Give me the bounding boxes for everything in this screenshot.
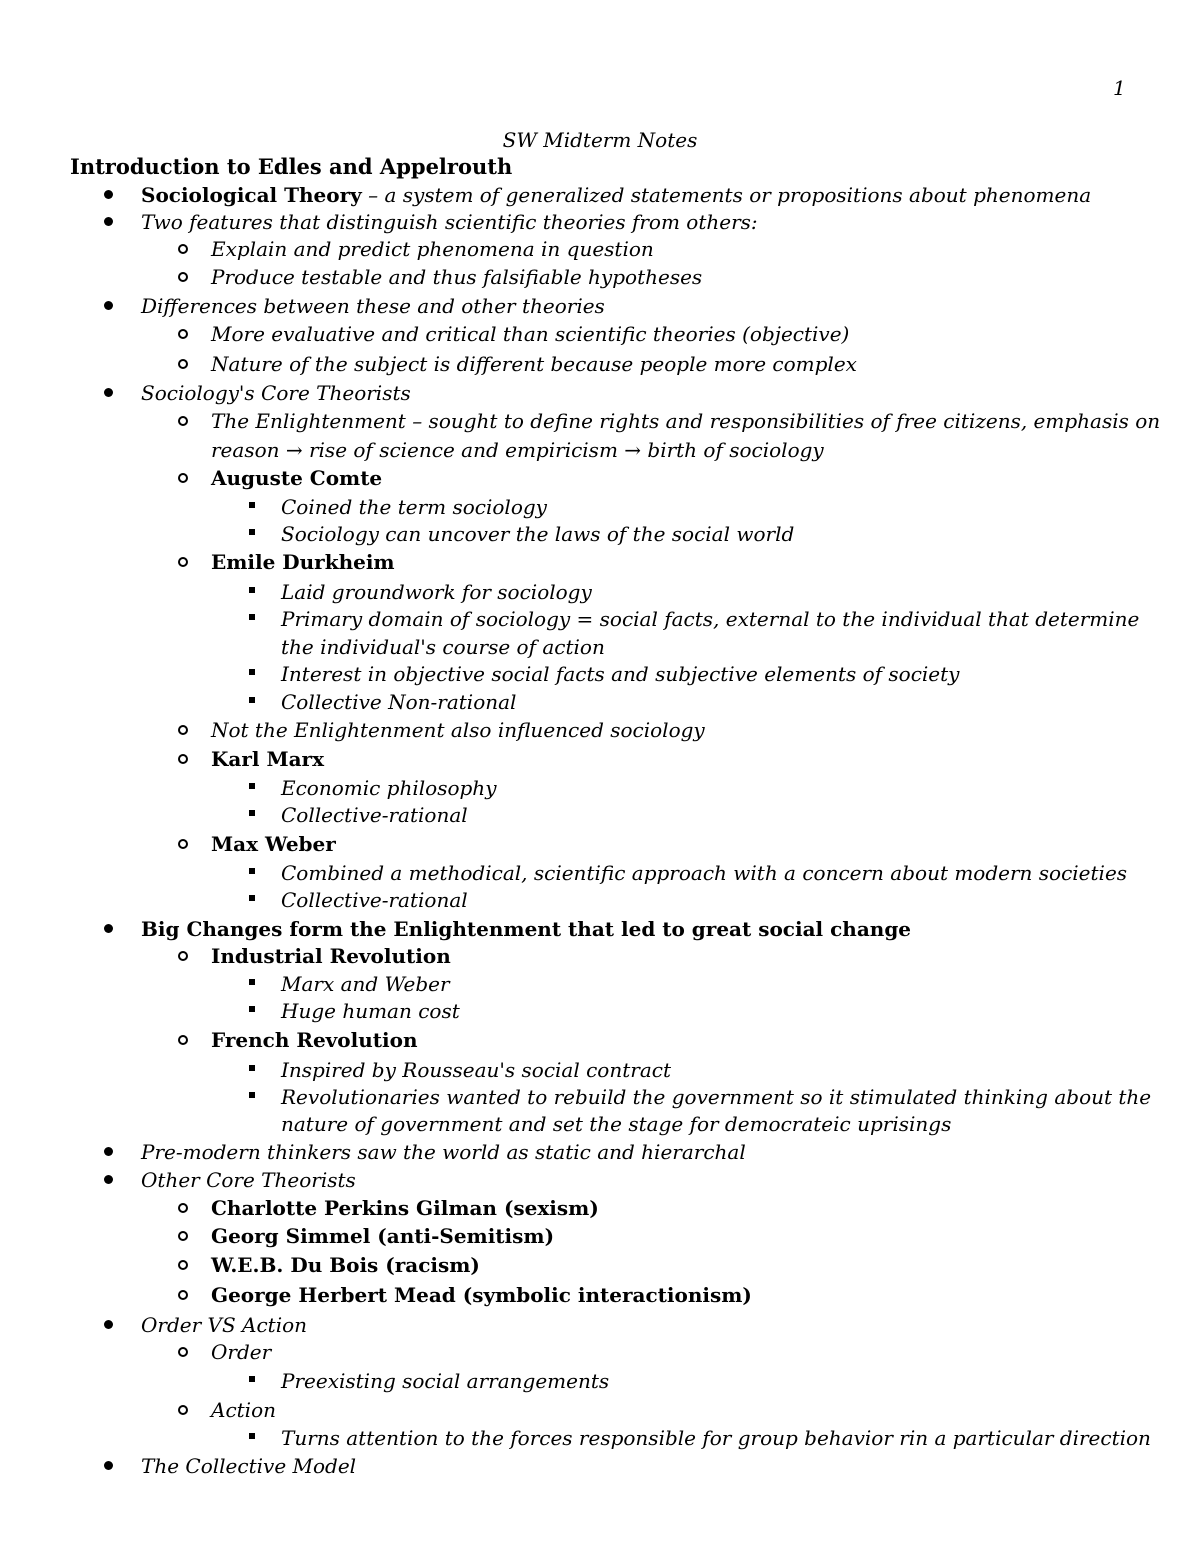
outline-item-level-3: Collective-rational (281, 888, 468, 912)
outline-item-level-2: Not the Enlightenment also influenced sociology (211, 718, 705, 742)
circle-bullet-icon (178, 244, 188, 254)
bullet-icon (104, 301, 113, 310)
bullet-icon (104, 1147, 113, 1156)
outline-item-level-3: Turns attention to the forces responsible for group behavior rin a particular direction (281, 1426, 1151, 1450)
outline-item-level-1: Pre-modern thinkers saw the world as static and hierarchal (141, 1140, 746, 1164)
bullet-icon (104, 190, 113, 199)
outline-item-level-2: French Revolution (211, 1028, 418, 1052)
circle-bullet-icon (178, 1260, 188, 1270)
circle-bullet-icon (178, 416, 188, 426)
circle-bullet-icon (178, 1035, 188, 1045)
outline-item-level-3: Sociology can uncover the laws of the social world (281, 522, 795, 546)
outline-item-level-2: The Enlightenment – sought to define rights and responsibilities of free citizens, emphasis on (211, 409, 1161, 433)
bullet-icon (104, 1320, 113, 1329)
outline-item-level-3: Interest in objective social facts and subjective elements of society (281, 662, 960, 686)
term: Sociological Theory (141, 183, 362, 207)
outline-item-level-2: Order (211, 1340, 272, 1364)
square-bullet-icon (249, 502, 255, 508)
outline-item-level-3: Marx and Weber (281, 972, 450, 996)
outline-item-level-2: Industrial Revolution (211, 944, 451, 968)
outline-item-level-2: Emile Durkheim (211, 550, 395, 574)
outline-item-level-2: Karl Marx (211, 747, 324, 771)
circle-bullet-icon (178, 725, 188, 735)
square-bullet-icon (249, 1376, 255, 1382)
square-bullet-icon (249, 979, 255, 985)
outline-item-level-3: Coined the term sociology (281, 495, 547, 519)
outline-item-level-2: Nature of the subject is different because people more complex (211, 352, 857, 376)
outline-item-level-2: Georg Simmel (anti-Semitism) (211, 1224, 555, 1248)
outline-item-level-1: Other Core Theorists (141, 1168, 356, 1192)
outline-item-level-2: More evaluative and critical than scientific theories (objective) (211, 322, 850, 346)
circle-bullet-icon (178, 1231, 188, 1241)
outline-item-level-1: Order VS Action (141, 1313, 308, 1337)
bullet-icon (104, 1175, 113, 1184)
outline-item-level-2: Action (211, 1398, 276, 1422)
circle-bullet-icon (178, 839, 188, 849)
outline-item-level-3: Laid groundwork for sociology (281, 580, 592, 604)
outline-item-level-2: Auguste Comte (211, 466, 383, 490)
outline-item-level-3: Collective Non-rational (281, 690, 517, 714)
square-bullet-icon (249, 1065, 255, 1071)
outline-continuation-line: the individual's course of action (281, 635, 605, 659)
circle-bullet-icon (178, 557, 188, 567)
outline-item-level-3: Huge human cost (281, 999, 460, 1023)
square-bullet-icon (249, 810, 255, 816)
circle-bullet-icon (178, 329, 188, 339)
circle-bullet-icon (178, 951, 188, 961)
outline-item-level-1: Two features that distinguish scientific theories from others: (141, 210, 758, 234)
outline-item-level-1 (141, 182, 1091, 209)
circle-bullet-icon (178, 1347, 188, 1357)
square-bullet-icon (249, 669, 255, 675)
outline-continuation-line: nature of government and set the stage for democrateic uprisings (281, 1112, 952, 1136)
circle-bullet-icon (178, 359, 188, 369)
outline-item-level-3: Inspired by Rousseau's social contract (281, 1058, 671, 1082)
outline-item-level-1: Big Changes form the Enlightenment that led to great social change (141, 917, 912, 941)
outline-item-level-2: W.E.B. Du Bois (racism) (211, 1253, 480, 1277)
outline-item-level-3: Preexisting social arrangements (281, 1369, 610, 1393)
outline-item-level-1: The Collective Model (141, 1454, 357, 1478)
square-bullet-icon (249, 614, 255, 620)
bullet-icon (104, 388, 113, 397)
definition: – a system of generalized statements or propositions about phenomena (361, 183, 1092, 207)
square-bullet-icon (249, 1433, 255, 1439)
outline-item-level-2: George Herbert Mead (symbolic interactionism) (211, 1283, 752, 1307)
bullet-icon (104, 217, 113, 226)
bullet-icon (104, 924, 113, 933)
square-bullet-icon (249, 868, 255, 874)
circle-bullet-icon (178, 1405, 188, 1415)
square-bullet-icon (249, 895, 255, 901)
circle-bullet-icon (178, 272, 188, 282)
circle-bullet-icon (178, 1290, 188, 1300)
outline-item-level-3: Economic philosophy (281, 776, 497, 800)
circle-bullet-icon (178, 473, 188, 483)
outline-item-level-3: Combined a methodical, scientific approach with a concern about modern societies (281, 861, 1128, 885)
section-heading: Introduction to Edles and Appelrouth (70, 154, 513, 179)
outline-item-level-2: Charlotte Perkins Gilman (sexism) (211, 1196, 599, 1220)
outline-item-level-3: Revolutionaries wanted to rebuild the government so it stimulated thinking about the (281, 1085, 1152, 1109)
document-title: SW Midterm Notes (502, 128, 698, 152)
square-bullet-icon (249, 697, 255, 703)
outline-item-level-2: Explain and predict phenomena in question (211, 237, 654, 261)
page-number: 1 (1113, 76, 1126, 100)
outline-item-level-2: Max Weber (211, 832, 336, 856)
outline-item-level-3: Collective-rational (281, 803, 468, 827)
circle-bullet-icon (178, 1203, 188, 1213)
square-bullet-icon (249, 529, 255, 535)
circle-bullet-icon (178, 754, 188, 764)
square-bullet-icon (249, 1006, 255, 1012)
outline-continuation-line: reason → rise of science and empiricism → birth of sociology (211, 438, 824, 462)
outline-item-level-1: Sociology's Core Theorists (141, 381, 411, 405)
outline-item-level-2: Produce testable and thus falsifiable hypotheses (211, 265, 703, 289)
square-bullet-icon (249, 783, 255, 789)
square-bullet-icon (249, 1092, 255, 1098)
outline-item-level-1: Differences between these and other theories (141, 294, 605, 318)
outline-item-level-3: Primary domain of sociology = social facts, external to the individual that determine (281, 607, 1140, 631)
square-bullet-icon (249, 587, 255, 593)
bullet-icon (104, 1461, 113, 1470)
